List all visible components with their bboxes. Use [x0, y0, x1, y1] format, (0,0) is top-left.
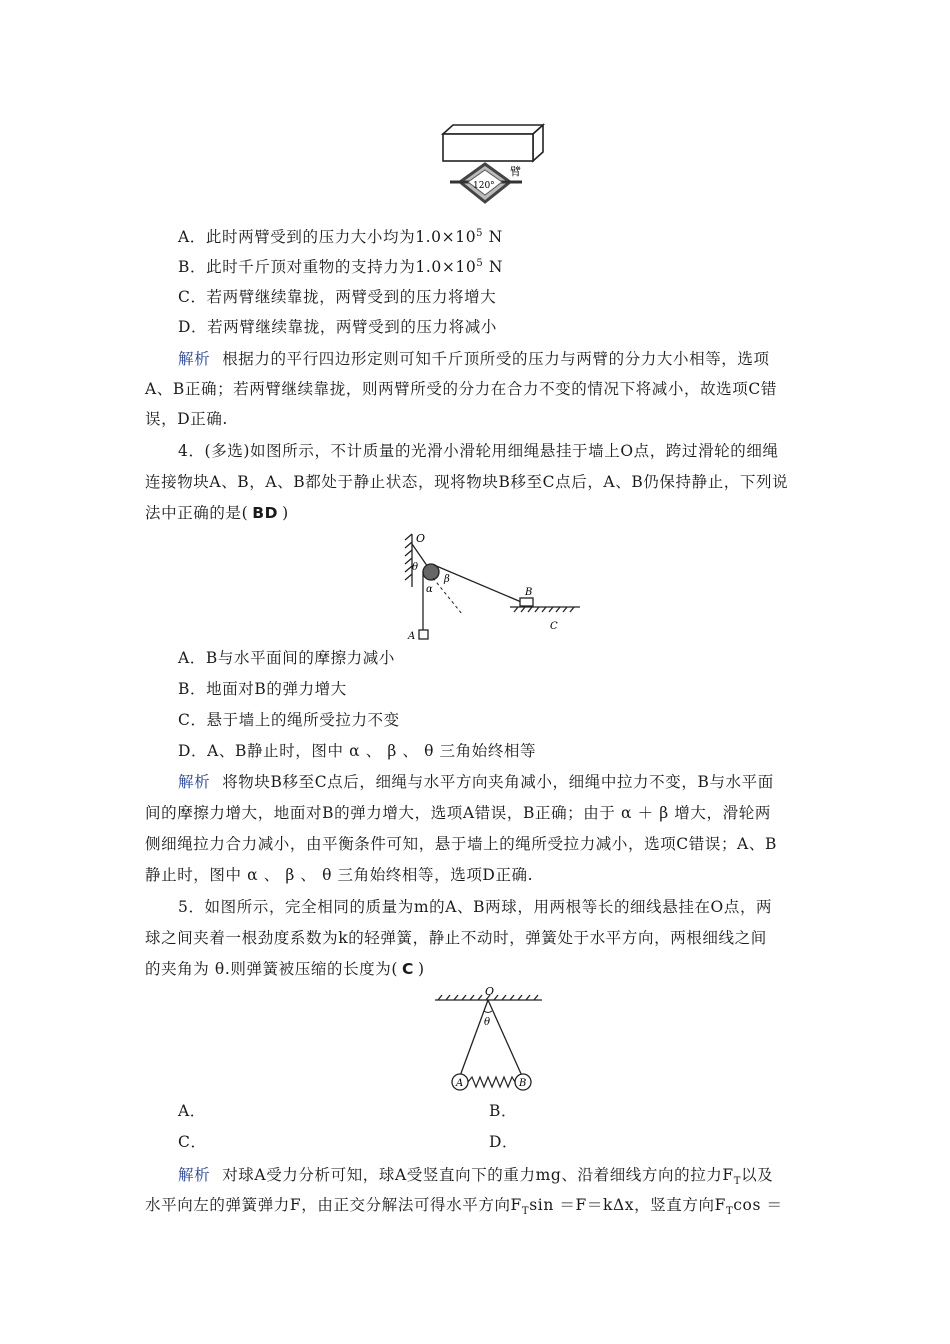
figure-pulley	[400, 532, 590, 647]
q3-option-b: B．此时千斤顶对重物的支持力为$1.0\times 10^5$ N	[178, 258, 504, 276]
q4-analysis-4: 静止时，图中 α 、 β 、 θ 三角始终相等，选项D正确.	[145, 866, 534, 884]
label-b: B	[525, 587, 533, 598]
q5-answer: C	[402, 960, 415, 978]
q5-stem-2: 球之间夹着一根劲度系数为k的轻弹簧，静止不动时，弹簧处于水平方向，两根细线之间	[145, 929, 767, 947]
label-a: A	[456, 1078, 464, 1089]
q4-analysis-1: 解析 将物块B移至C点后，细绳与水平方向夹角减小，细绳中拉力不变，B与水平面	[178, 773, 774, 791]
angle-label: 120°	[473, 181, 495, 191]
q4-answer: BD	[252, 504, 279, 522]
label-theta: θ	[412, 562, 419, 573]
q4-option-b: B．地面对B的弹力增大	[178, 680, 347, 698]
figure-jack	[440, 122, 550, 212]
label-a: A	[408, 631, 416, 642]
label-alpha: α	[426, 584, 433, 595]
analysis-label: 解析	[178, 773, 211, 791]
q4-stem-2: 连接物块A、B，A、B都处于静止状态，现将物块B移至C点后，A、B仍保持静止，下列说	[145, 473, 789, 491]
label-beta: β	[444, 574, 450, 585]
arm-label: 臂	[510, 165, 521, 178]
ground	[510, 607, 580, 612]
q3-option-c: C．若两臂继续靠拢，两臂受到的压力将增大	[178, 288, 497, 306]
q4-analysis-3: 侧细绳拉力合力减小，由平衡条件可知，悬于墙上的绳所受拉力减小，选项C错误；A、B	[145, 835, 777, 853]
q3-analysis-2: A、B正确；若两臂继续靠拢，则两臂所受的分力在合力不变的情况下将减小，故选项C错	[145, 380, 777, 398]
q4-option-d: D．A、B静止时，图中 α 、 β 、 θ 三角始终相等	[178, 742, 537, 760]
q3-option-d: D．若两臂继续靠拢，两臂受到的压力将减小	[178, 318, 497, 336]
q5-option-b: B．	[489, 1102, 518, 1120]
q4-analysis-2: 间的摩擦力增大，地面对B的弹力增大，选项A错误，B正确；由于 α ＋ β 增大，滑轮两	[145, 804, 771, 822]
q4-option-a: A．B与水平面间的摩擦力减小	[178, 649, 395, 667]
spring	[468, 1077, 515, 1087]
q3-analysis-1: 解析 根据力的平行四边形定则可知千斤顶所受的压力与两臂的分力大小相等，选项	[178, 350, 770, 368]
q3-analysis-3: 误，D正确.	[145, 410, 228, 428]
q4-stem-1: 4．(多选)如图所示，不计质量的光滑小滑轮用细绳悬挂于墙上O点，跨过滑轮的细绳	[178, 442, 779, 460]
label-theta: θ	[484, 1017, 491, 1028]
q5-option-a: A．	[178, 1102, 206, 1120]
q5-analysis-1: 解析 对球A受力分析可知，球A受竖直向下的重力mg、沿着细线方向的拉力$F_T$以及	[178, 1166, 774, 1188]
wall	[405, 534, 412, 587]
block-a	[419, 630, 428, 639]
q5-stem-1: 5．如图所示，完全相同的质量为m的A、B两球，用两根等长的细线悬挂在O点，两	[178, 898, 773, 916]
block-shape	[443, 125, 543, 161]
q4-option-c: C．悬于墙上的绳所受拉力不变	[178, 711, 400, 729]
analysis-label: 解析	[178, 1166, 211, 1184]
q5-option-c: C．	[178, 1133, 207, 1151]
analysis-label: 解析	[178, 350, 211, 368]
q3-option-a: A．此时两臂受到的压力大小均为$1.0\times 10^5$ N	[178, 228, 503, 246]
theta-arc	[484, 1011, 492, 1013]
q5-option-d: D．	[489, 1133, 519, 1151]
block-b	[520, 598, 533, 606]
q5-stem-3: 的夹角为 θ.则弹簧被压缩的长度为( C )	[145, 960, 425, 978]
label-c: C	[550, 621, 558, 632]
q5-analysis-2: 水平向左的弹簧弹力F，由正交分解法可得水平方向$F_T\sin =F=k\Delta x$，竖直方向$F_T\cos$ ＝	[145, 1196, 783, 1218]
label-o: O	[416, 532, 426, 545]
thread-b	[488, 1000, 522, 1076]
label-o: O	[485, 985, 495, 998]
q4-stem-3: 法中正确的是( BD )	[145, 504, 289, 522]
figure-spring	[430, 985, 560, 1095]
label-b: B	[519, 1078, 527, 1089]
